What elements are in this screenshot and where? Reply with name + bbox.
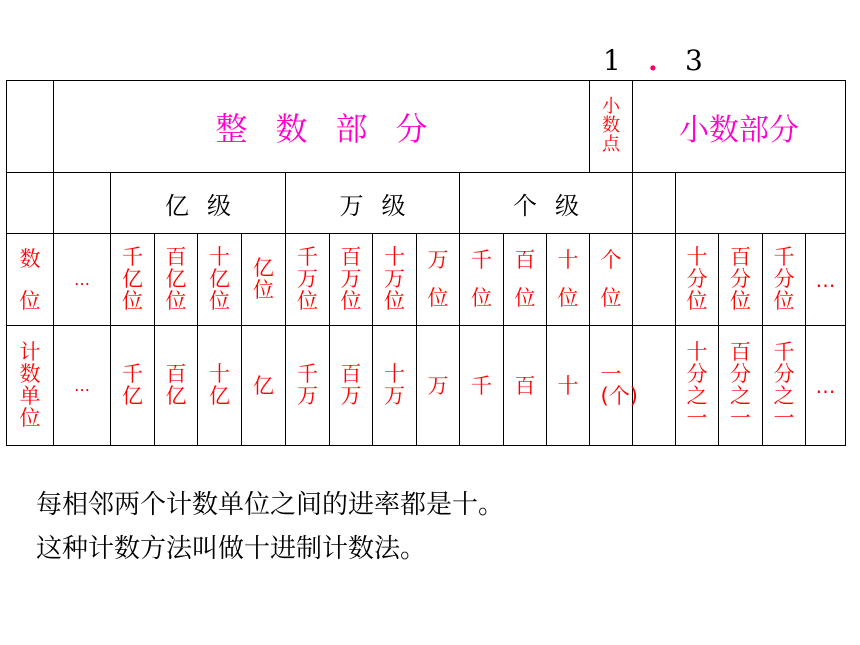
unit-cell: 十亿 bbox=[198, 326, 242, 446]
place-cell: 十分位 bbox=[676, 234, 719, 326]
level-decimal-blank bbox=[676, 173, 846, 234]
level-row bbox=[7, 173, 846, 234]
unit-cell: 百亿 bbox=[155, 326, 198, 446]
place-cell: 万位 bbox=[417, 234, 460, 326]
unit-cell: 十分之一 bbox=[676, 326, 719, 446]
place-cell: 千万位 bbox=[286, 234, 330, 326]
place-cell: 百亿位 bbox=[155, 234, 198, 326]
decimal-point-heading: 小数点 bbox=[590, 81, 633, 173]
place-ellipsis-right: … bbox=[806, 234, 846, 326]
unit-cell: 百万 bbox=[330, 326, 373, 446]
level-corner bbox=[7, 173, 54, 234]
unit-cell: 千 bbox=[460, 326, 504, 446]
top-digit-2: 3 bbox=[685, 44, 703, 77]
level-blank bbox=[54, 173, 111, 234]
header-row bbox=[7, 81, 846, 173]
place-cell: 百分位 bbox=[719, 234, 763, 326]
unit-row bbox=[7, 326, 846, 446]
top-decimal-point: . bbox=[648, 44, 658, 77]
unit-cell: 千分之一 bbox=[763, 326, 806, 446]
explanation-line-2: 这种计数方法叫做十进制计数法。 bbox=[36, 534, 427, 564]
place-cell: 十万位 bbox=[373, 234, 417, 326]
place-cell: 千位 bbox=[460, 234, 504, 326]
level-ge: 个级 bbox=[460, 173, 633, 234]
place-value-table bbox=[6, 80, 846, 446]
unit-cell: 千亿 bbox=[111, 326, 155, 446]
unit-cell: 亿 bbox=[242, 326, 286, 446]
unit-point-blank bbox=[633, 326, 676, 446]
unit-ellipsis-right: … bbox=[806, 326, 846, 446]
unit-cell: 百 bbox=[504, 326, 547, 446]
corner-cell bbox=[7, 81, 54, 173]
unit-cell: 万 bbox=[417, 326, 460, 446]
top-digit-1: 1 bbox=[603, 44, 621, 77]
place-cell: 千分位 bbox=[763, 234, 806, 326]
unit-cell: 一(个) bbox=[590, 326, 633, 446]
place-point-blank bbox=[633, 234, 676, 326]
unit-cell: 十 bbox=[547, 326, 590, 446]
place-cell: 十位 bbox=[547, 234, 590, 326]
level-yi: 亿级 bbox=[111, 173, 286, 234]
explanation-line-1: 每相邻两个计数单位之间的进率都是十。 bbox=[36, 490, 505, 520]
level-wan: 万级 bbox=[286, 173, 460, 234]
unit-row-label: 计数单位 bbox=[7, 326, 54, 446]
place-ellipsis-left: … bbox=[54, 234, 111, 326]
unit-cell: 十万 bbox=[373, 326, 417, 446]
place-cell: 个位 bbox=[590, 234, 633, 326]
unit-ellipsis-left: … bbox=[54, 326, 111, 446]
place-cell: 百万位 bbox=[330, 234, 373, 326]
place-row-label: 数位 bbox=[7, 234, 54, 326]
place-cell: 千亿位 bbox=[111, 234, 155, 326]
place-cell: 十亿位 bbox=[198, 234, 242, 326]
place-cell: 百位 bbox=[504, 234, 547, 326]
unit-cell: 千万 bbox=[286, 326, 330, 446]
place-cell: 亿位 bbox=[242, 234, 286, 326]
decimal-part-heading: 小数部分 bbox=[633, 81, 846, 173]
unit-cell: 百分之一 bbox=[719, 326, 763, 446]
place-row bbox=[7, 234, 846, 326]
level-point-blank bbox=[633, 173, 676, 234]
integer-part-heading: 整数部分 bbox=[54, 81, 590, 173]
